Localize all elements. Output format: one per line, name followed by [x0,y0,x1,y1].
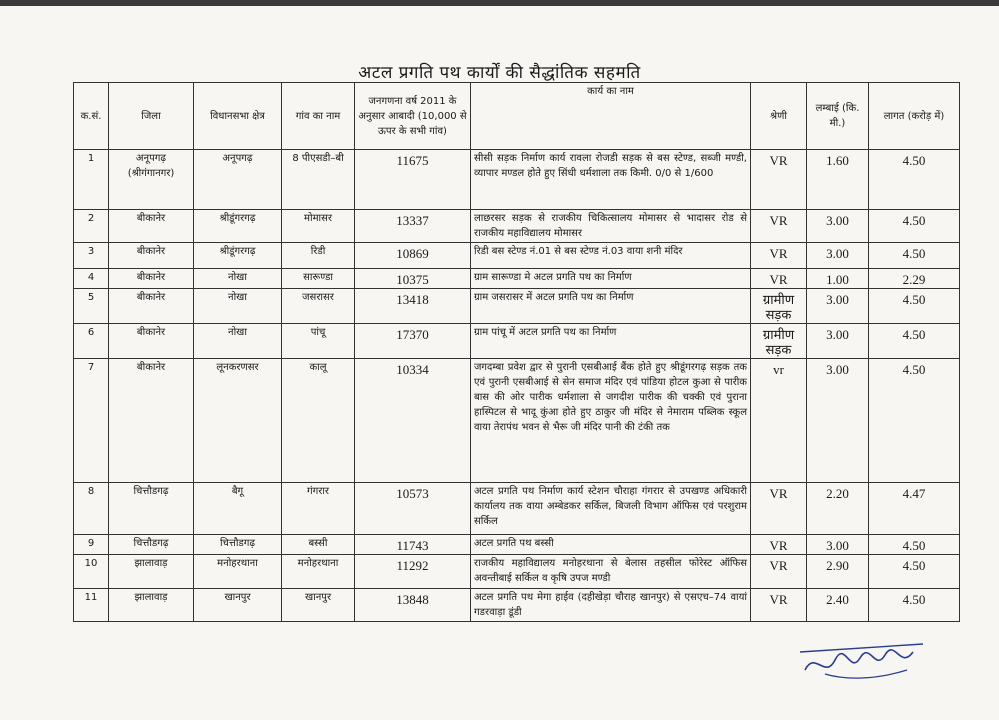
table-row [74,483,960,535]
cell-category: VR [751,243,807,269]
cell-district: चित्तौडगढ़ [109,483,194,535]
cell-district: बीकानेर [109,243,194,269]
cell-village: जसरासर [282,289,355,324]
page-title: अटल प्रगति पथ कार्यों की सैद्धांतिक सहमति [358,63,641,83]
cell-category: VR [751,555,807,589]
cell-category: VR [751,535,807,555]
cell-sno: 7 [74,359,109,483]
cell-assembly: श्रीडूंगरगढ़ [194,210,282,243]
cell-sno: 5 [74,289,109,324]
table-row [74,589,960,622]
cell-cost: 4.47 [869,483,960,535]
cell-assembly: लूनकरणसर [194,359,282,483]
table-row [74,359,960,483]
cell-category: VR [751,150,807,210]
cell-population: 13418 [355,289,471,324]
cell-sno: 2 [74,210,109,243]
cell-cost: 2.29 [869,269,960,289]
cell-category: ग्रामीण सड़क [751,289,807,324]
header-village: गांव का नाम [282,83,355,150]
cell-sno: 3 [74,243,109,269]
cell-cost: 4.50 [869,535,960,555]
cell-assembly: नोखा [194,324,282,359]
cell-length: 3.00 [807,289,869,324]
cell-category: VR [751,589,807,622]
cell-length: 1.60 [807,150,869,210]
cell-population: 10334 [355,359,471,483]
cell-village: खानपुर [282,589,355,622]
cell-work: ग्राम पांचू में अटल प्रगति पथ का निर्माण [471,324,751,359]
signature [795,630,935,690]
cell-district: चित्तौडगढ़ [109,535,194,555]
cell-village: बस्सी [282,535,355,555]
cell-assembly: नोखा [194,289,282,324]
cell-district: झालावाड़ [109,589,194,622]
cell-length: 3.00 [807,210,869,243]
cell-population: 11743 [355,535,471,555]
cell-work: रिडी बस स्टेण्ड नं.01 से बस स्टेण्ड नं.03 वाया शनी मंदिर [471,243,751,269]
cell-population: 10573 [355,483,471,535]
cell-work: अटल प्रगति पथ बस्सी [471,535,751,555]
cell-district: बीकानेर [109,269,194,289]
header-cost: लागत (करोड़ में) [869,83,960,150]
cell-village: 8 पीएसडी–बी [282,150,355,210]
header-population: जनगणना वर्ष 2011 के अनुसार आबादी (10,000 से ऊपर के सभी गांव) [355,83,471,150]
cell-sno: 10 [74,555,109,589]
cell-work: लाछरसर सड़क से राजकीय चिकित्सालय मोमासर से भादासर रोड से राजकीय महाविद्यालय मोमासर [471,210,751,243]
cell-length: 3.00 [807,243,869,269]
scan-edge [0,0,999,6]
cell-population: 10869 [355,243,471,269]
cell-sno: 11 [74,589,109,622]
cell-length: 2.90 [807,555,869,589]
cell-assembly: खानपुर [194,589,282,622]
cell-length: 3.00 [807,324,869,359]
cell-category: VR [751,210,807,243]
cell-assembly: बैगू [194,483,282,535]
cell-work: अटल प्रगति पथ निर्माण कार्य स्टेशन चौराहा गंगरार से उपखण्ड अधिकारी कार्यालय तक वाया अम्बेडकर सर्किल, बिजली विभाग ऑफिस एवं परशुराम सर्किल [471,483,751,535]
table-row [74,289,960,324]
header-length: लम्बाई (कि. मी.) [807,83,869,150]
cell-cost: 4.50 [869,555,960,589]
table-row [74,210,960,243]
cell-length: 2.20 [807,483,869,535]
cell-length: 3.00 [807,359,869,483]
header-sno: क.सं. [74,83,109,150]
table-row [74,324,960,359]
cell-assembly: श्रीडूंगरगढ़ [194,243,282,269]
table-row [74,150,960,210]
cell-population: 11292 [355,555,471,589]
cell-district: बीकानेर [109,359,194,483]
cell-village: सारूण्डा [282,269,355,289]
cell-work: ग्राम सारूण्डा मे अटल प्रगति पथ का निर्माण [471,269,751,289]
cell-length: 2.40 [807,589,869,622]
header-row [74,83,960,150]
cell-assembly: चित्तौडगढ़ [194,535,282,555]
cell-village: कालू [282,359,355,483]
header-assembly: विधानसभा क्षेत्र [194,83,282,150]
cell-village: पांचू [282,324,355,359]
cell-assembly: नोखा [194,269,282,289]
cell-village: गंगरार [282,483,355,535]
cell-sno: 4 [74,269,109,289]
header-district: जिला [109,83,194,150]
header-category: श्रेणी [751,83,807,150]
cell-assembly: मनोहरथाना [194,555,282,589]
cell-sno: 9 [74,535,109,555]
table-row [74,535,960,555]
cell-district: झालावाड़ [109,555,194,589]
cell-population: 10375 [355,269,471,289]
cell-sno: 8 [74,483,109,535]
cell-sno: 1 [74,150,109,210]
cell-population: 17370 [355,324,471,359]
cell-population: 13848 [355,589,471,622]
table-row [74,243,960,269]
cell-work: सीसी सड़क निर्माण कार्य रावला रोजडी सड़क से बस स्टेण्ड, सब्जी मण्डी, व्यापार मण्डल होते हुए सिंधी धर्मशाला तक किमी. 0/0 से 1/600 [471,150,751,210]
cell-village: रिडी [282,243,355,269]
cell-village: मनोहरथाना [282,555,355,589]
cell-category: ग्रामीण सड़क [751,324,807,359]
cell-district: अनूपगढ़ (श्रीगंगानगर) [109,150,194,210]
cell-district: बीकानेर [109,289,194,324]
cell-cost: 4.50 [869,150,960,210]
table-row [74,269,960,289]
cell-length: 3.00 [807,535,869,555]
cell-category: VR [751,269,807,289]
cell-work: ग्राम जसरासर में अटल प्रगति पथ का निर्माण [471,289,751,324]
table-row [74,555,960,589]
cell-work: अटल प्रगति पथ मेगा हाईव (दहीखेड़ा चौराह खानपुर) से एसएच–74 वायां गडरवाड़ा डूंडी [471,589,751,622]
cell-category: VR [751,483,807,535]
cell-cost: 4.50 [869,243,960,269]
cell-cost: 4.50 [869,210,960,243]
cell-assembly: अनूपगढ़ [194,150,282,210]
cell-cost: 4.50 [869,589,960,622]
cell-population: 11675 [355,150,471,210]
header-work: कार्य का नाम [471,83,751,150]
cell-cost: 4.50 [869,289,960,324]
cell-work: राजकीय महाविद्यालय मनोहरथाना से बेलास तहसील फोरेस्ट ऑफिस अवन्तीबाई सर्किल व कृषि उपज मण्डी [471,555,751,589]
cell-district: बीकानेर [109,324,194,359]
cell-cost: 4.50 [869,359,960,483]
cell-cost: 4.50 [869,324,960,359]
cell-population: 13337 [355,210,471,243]
cell-district: बीकानेर [109,210,194,243]
works-table [73,82,960,622]
cell-sno: 6 [74,324,109,359]
cell-length: 1.00 [807,269,869,289]
cell-work: जगदम्बा प्रवेश द्वार से पुरानी एसबीआई बैंक होते हुए श्रीडूंगरगढ़ सड़क तक एवं पुरानी एसबीआई से सेन समाज मंदिर एवं पांडिया होटल कुआ से पारीक बास की ओर पारीक धर्मशाला से जगदीश पारीक की चक्की एवं पुराना हास्पिटल से भादू कुंआ होते हुए ठाकुर जी मंदिर से नेमाराम पब्लिक स्कूल वाया तेरापंथ भवन से भैरू जी मंदिर पानी की टंकी तक [471,359,751,483]
cell-category: vr [751,359,807,483]
cell-village: मोमासर [282,210,355,243]
